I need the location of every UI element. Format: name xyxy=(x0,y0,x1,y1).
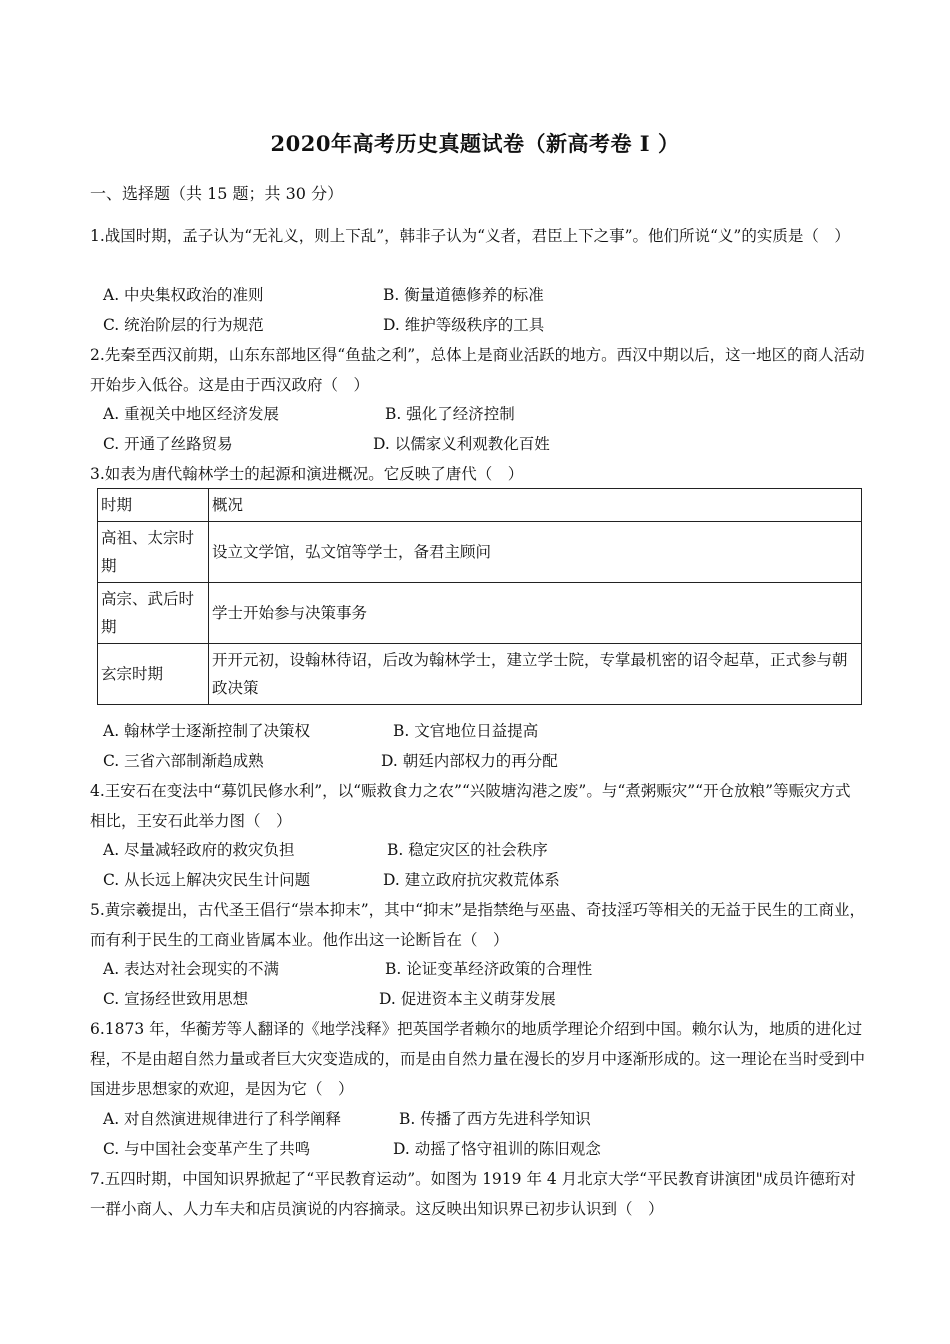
exam-title: 2020年高考历史真题试卷（新高考卷 Ⅰ ） xyxy=(270,131,680,156)
table-row xyxy=(98,644,862,705)
table-header-row xyxy=(98,489,862,522)
question-4-stem: 4.王安石在变法中“募饥民修水利”，以“赈救食力之农”“兴陂塘沟港之废”。与“煮粥赈灾”“开仓放粮”等赈灾方式相比，王安石此举力图（ ） xyxy=(90,782,851,830)
question-1-option-d[interactable]: D. 维护等级秩序的工具 xyxy=(383,316,545,334)
table-header-period: 时期 xyxy=(98,489,209,522)
table-cell-period: 高祖、太宗时期 xyxy=(98,522,209,583)
question-6-options-row1 xyxy=(103,1104,863,1134)
question-5-option-c[interactable]: C. 宣扬经世致用思想 xyxy=(103,990,249,1008)
question-6-option-c[interactable]: C. 与中国社会变革产生了共鸣 xyxy=(103,1140,311,1158)
question-5-option-a[interactable]: A. 表达对社会现实的不满 xyxy=(103,960,280,978)
question-4-option-a[interactable]: A. 尽量减轻政府的救灾负担 xyxy=(103,841,295,859)
question-2-options-row1 xyxy=(103,399,863,429)
question-6-option-b[interactable]: B. 传播了西方先进科学知识 xyxy=(399,1110,591,1128)
question-6-stem: 6.1873 年，华蘅芳等人翻译的《地学浅释》把英国学者赖尔的地质学理论介绍到中国。赖尔认为，地质的进化过程，不是由超自然力量或者巨大灾变造成的，而是由自然力量在漫长的岁月中逐渐形成的。这一理论在当时受到中国进步思想家的欢迎，是因为它（ ） xyxy=(90,1020,866,1098)
section-heading: 一、选择题（共 15 题；共 30 分） xyxy=(90,184,344,203)
question-2-option-d[interactable]: D. 以儒家义利观教化百姓 xyxy=(373,435,550,453)
question-7-stem: 7.五四时期，中国知识界掀起了“平民教育运动”。如图为 1919 年 4 月北京大学“平民教育讲演团"成员许德珩对一群小商人、人力车夫和店员演说的内容摘录。这反映出知识界已初步认识到（ ） xyxy=(90,1170,856,1218)
question-1-options-row2 xyxy=(103,310,863,340)
question-2-option-c[interactable]: C. 开通了丝路贸易 xyxy=(103,435,233,453)
table-cell-period: 高宗、武后时期 xyxy=(98,583,209,644)
question-6-options-row2 xyxy=(103,1134,863,1164)
question-3-option-d[interactable]: D. 朝廷内部权力的再分配 xyxy=(381,752,558,770)
table-header-overview: 概况 xyxy=(209,489,862,522)
question-2-options-row2 xyxy=(103,429,863,459)
question-3-options-row2 xyxy=(103,746,863,776)
question-4-options-row1 xyxy=(103,835,863,865)
table-row xyxy=(98,522,862,583)
question-6-option-a[interactable]: A. 对自然演进规律进行了科学阐释 xyxy=(103,1110,342,1128)
question-3-stem: 3.如表为唐代翰林学士的起源和演进概况。它反映了唐代（ ） xyxy=(90,465,524,483)
question-1-option-a[interactable]: A. 中央集权政治的准则 xyxy=(103,286,264,304)
question-6-option-d[interactable]: D. 动摇了恪守祖训的陈旧观念 xyxy=(393,1140,601,1158)
question-2-option-a[interactable]: A. 重视关中地区经济发展 xyxy=(103,405,280,423)
question-1-option-c[interactable]: C. 统治阶层的行为规范 xyxy=(103,316,264,334)
table-cell-overview: 设立文学馆，弘文馆等学士，备君主顾问 xyxy=(209,522,862,583)
question-4-option-d[interactable]: D. 建立政府抗灾救荒体系 xyxy=(383,871,560,889)
question-2-option-b[interactable]: B. 强化了经济控制 xyxy=(385,405,515,423)
question-1-options-row1 xyxy=(103,280,863,310)
question-3-option-a[interactable]: A. 翰林学士逐渐控制了决策权 xyxy=(103,722,311,740)
question-3-option-b[interactable]: B. 文官地位日益提高 xyxy=(393,722,539,740)
question-1-option-b[interactable]: B. 衡量道德修养的标准 xyxy=(383,286,544,304)
question-3-option-c[interactable]: C. 三省六部制渐趋成熟 xyxy=(103,752,264,770)
question-5-option-b[interactable]: B. 论证变革经济政策的合理性 xyxy=(385,960,593,978)
table-cell-overview: 学士开始参与决策事务 xyxy=(209,583,862,644)
question-4-option-b[interactable]: B. 稳定灾区的社会秩序 xyxy=(387,841,548,859)
question-1-stem: 1.战国时期，孟子认为“无礼义，则上下乱”，韩非子认为“义者，君臣上下之事”。他们所说“义”的实质是（ ） xyxy=(90,227,850,245)
question-2-stem: 2.先秦至西汉前期，山东东部地区得“鱼盐之利”，总体上是商业活跃的地方。西汉中期以后，这一地区的商人活动开始步入低谷。这是由于西汉政府（ ） xyxy=(90,346,865,394)
question-3-options-row1 xyxy=(103,716,863,746)
table-row xyxy=(98,583,862,644)
question-4-option-c[interactable]: C. 从长远上解决灾民生计问题 xyxy=(103,871,311,889)
question-5-option-d[interactable]: D. 促进资本主义萌芽发展 xyxy=(379,990,556,1008)
question-4-options-row2 xyxy=(103,865,863,895)
question-5-stem: 5.黄宗羲提出，古代圣王倡行“崇本抑末”，其中“抑末”是指禁绝与巫蛊、奇技淫巧等相关的无益于民生的工商业，而有利于民生的工商业皆属本业。他作出这一论断旨在（ ） xyxy=(90,901,865,949)
question-5-options-row1 xyxy=(103,954,863,984)
question-3-table xyxy=(97,488,862,705)
table-cell-period: 玄宗时期 xyxy=(98,644,209,705)
question-5-options-row2 xyxy=(103,984,863,1014)
table-cell-overview: 开开元初，设翰林待诏，后改为翰林学士，建立学士院，专掌最机密的诏令起草，正式参与朝政决策 xyxy=(209,644,862,705)
